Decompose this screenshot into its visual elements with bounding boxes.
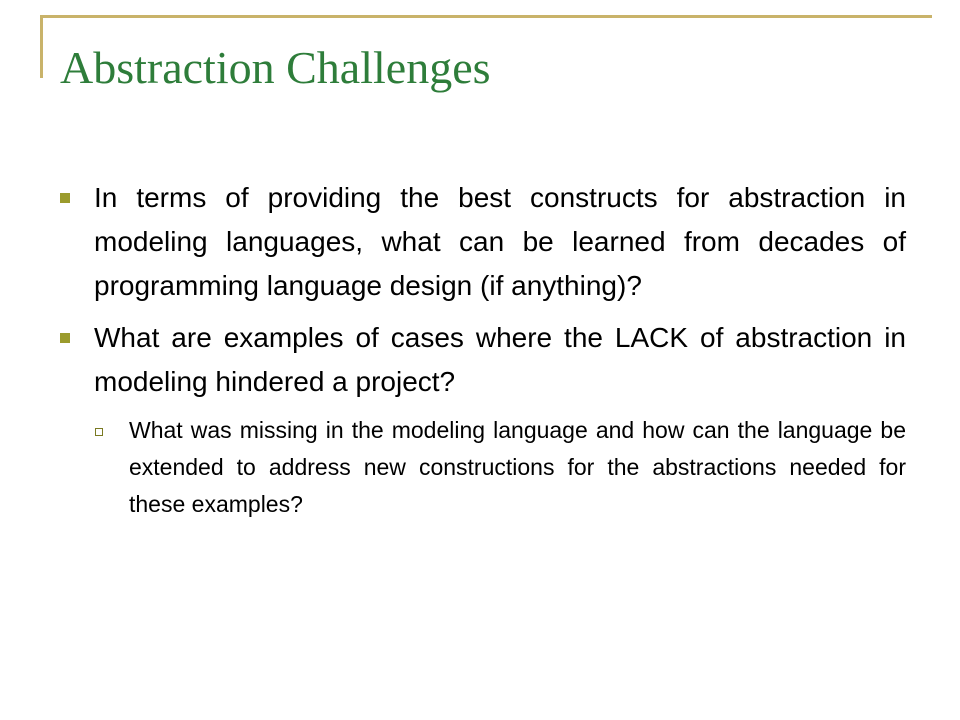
- square-bullet-icon: [60, 333, 70, 343]
- slide-content: [60, 176, 906, 523]
- frame-top-line: [40, 15, 932, 18]
- frame-left-line: [40, 15, 43, 78]
- bullet-text: What are examples of cases where the LACK of abstraction in modeling hindered a project?: [94, 322, 906, 397]
- slide-title: Abstraction Challenges: [60, 42, 491, 93]
- bullet-text: In terms of providing the best constructs for abstraction in modeling languages, what can be learned from decades of programming language design (if anything)?: [94, 182, 906, 301]
- sub-bullet-item: [94, 412, 906, 523]
- bullet-item: [60, 176, 906, 308]
- bullet-item: [60, 316, 906, 404]
- hollow-square-bullet-icon: [95, 428, 103, 436]
- square-bullet-icon: [60, 193, 70, 203]
- sub-bullet-text: What was missing in the modeling language and how can the language be extended to address new constructions for the abstractions needed for these examples?: [129, 417, 906, 517]
